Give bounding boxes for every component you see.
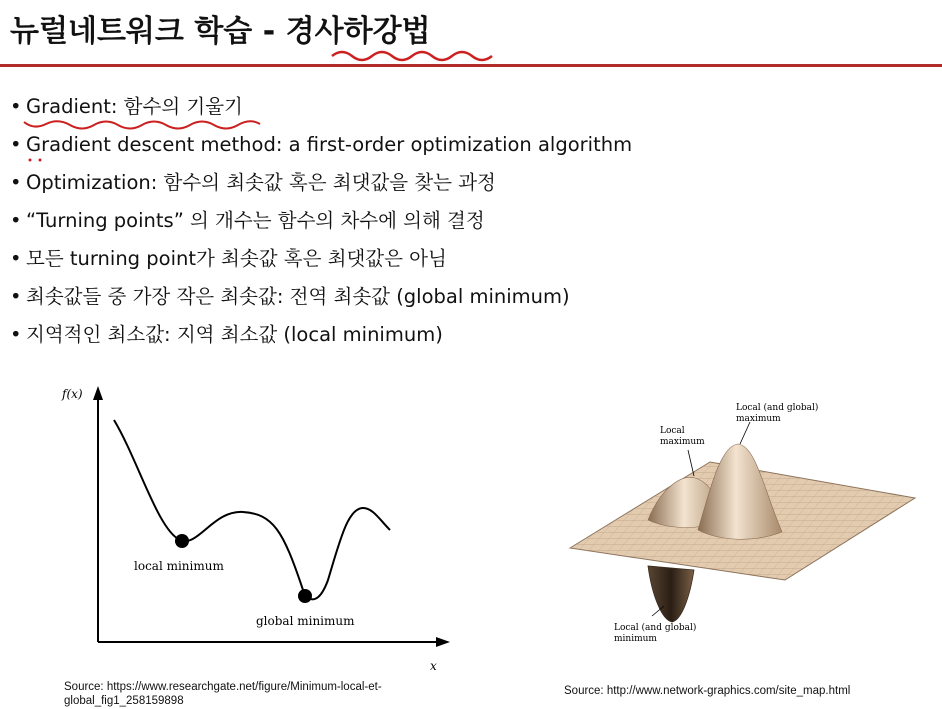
bullet-text: Gradient descent method: a first-order optimization algorithm (26, 133, 633, 156)
bullet-item: • 모든 turning point가 최솟값 혹은 최댓값은 아님 (10, 247, 447, 270)
source-citation-right: Source: http://www.network-graphics.com/site_map.html (564, 685, 851, 697)
bullet-item: • “Turning points” 의 개수는 함수의 차수에 의해 결정 (10, 209, 485, 232)
gradient-underline-annotation (20, 116, 270, 134)
local-max-label-line2: maximum (660, 437, 705, 447)
global-max-leader (740, 422, 750, 444)
y-axis-label: f(x) (62, 387, 83, 401)
function-minima-plot (58, 380, 458, 680)
global-max-label-line2: maximum (736, 414, 781, 424)
local-max-leader (688, 450, 694, 476)
y-axis-arrow (93, 386, 103, 400)
global-min-label-line1: Local (and global) (614, 623, 697, 633)
bullet-text: Gradient: 함수의 기울기 (26, 95, 243, 118)
local-minimum-label: local minimum (134, 559, 224, 573)
bullet-item: • 최솟값들 중 가장 작은 최솟값: 전역 최솟값 (global minimum) (10, 285, 570, 308)
title-rule (0, 64, 942, 67)
global-minimum-point (298, 589, 312, 603)
surface-3d-plot (560, 370, 920, 660)
x-axis-arrow (436, 637, 450, 647)
slide-title: 뉴럴네트워크 학습 - 경사하강법 (10, 14, 431, 49)
bullet-item: • Gradient: 함수의 기울기 (10, 95, 243, 118)
x-axis-label: x (430, 659, 437, 673)
bullet-item: • Optimization: 함수의 최솟값 혹은 최댓값을 찾는 과정 (10, 171, 496, 194)
global-max-label-line1: Local (and global) (736, 403, 819, 413)
bullet-text: “Turning points” 의 개수는 함수의 차수에 의해 결정 (26, 209, 485, 232)
bullet-text: Optimization: 함수의 최솟값 혹은 최댓값을 찾는 과정 (26, 171, 496, 194)
title-underline-annotation (330, 46, 500, 64)
annotation-dots (26, 156, 46, 164)
bullet-text: 최솟값들 중 가장 작은 최솟값: 전역 최솟값 (global minimum) (26, 285, 570, 308)
local-minimum-point (175, 534, 189, 548)
bullet-text: 지역적인 최소값: 지역 최소값 (local minimum) (26, 323, 443, 346)
local-max-label-line1: Local (660, 426, 685, 436)
global-min-label-line2: minimum (614, 634, 657, 644)
bullet-text: 모든 turning point가 최솟값 혹은 최댓값은 아님 (26, 247, 447, 270)
bullet-item: • Gradient descent method: a first-order optimization algorithm (10, 133, 633, 156)
source-citation-left: Source: https://www.researchgate.net/figure/Minimum-local-et-global_fig1_258159898 (64, 681, 382, 707)
global-minimum-label: global minimum (256, 614, 355, 628)
bullet-item: • 지역적인 최소값: 지역 최소값 (local minimum) (10, 323, 443, 346)
